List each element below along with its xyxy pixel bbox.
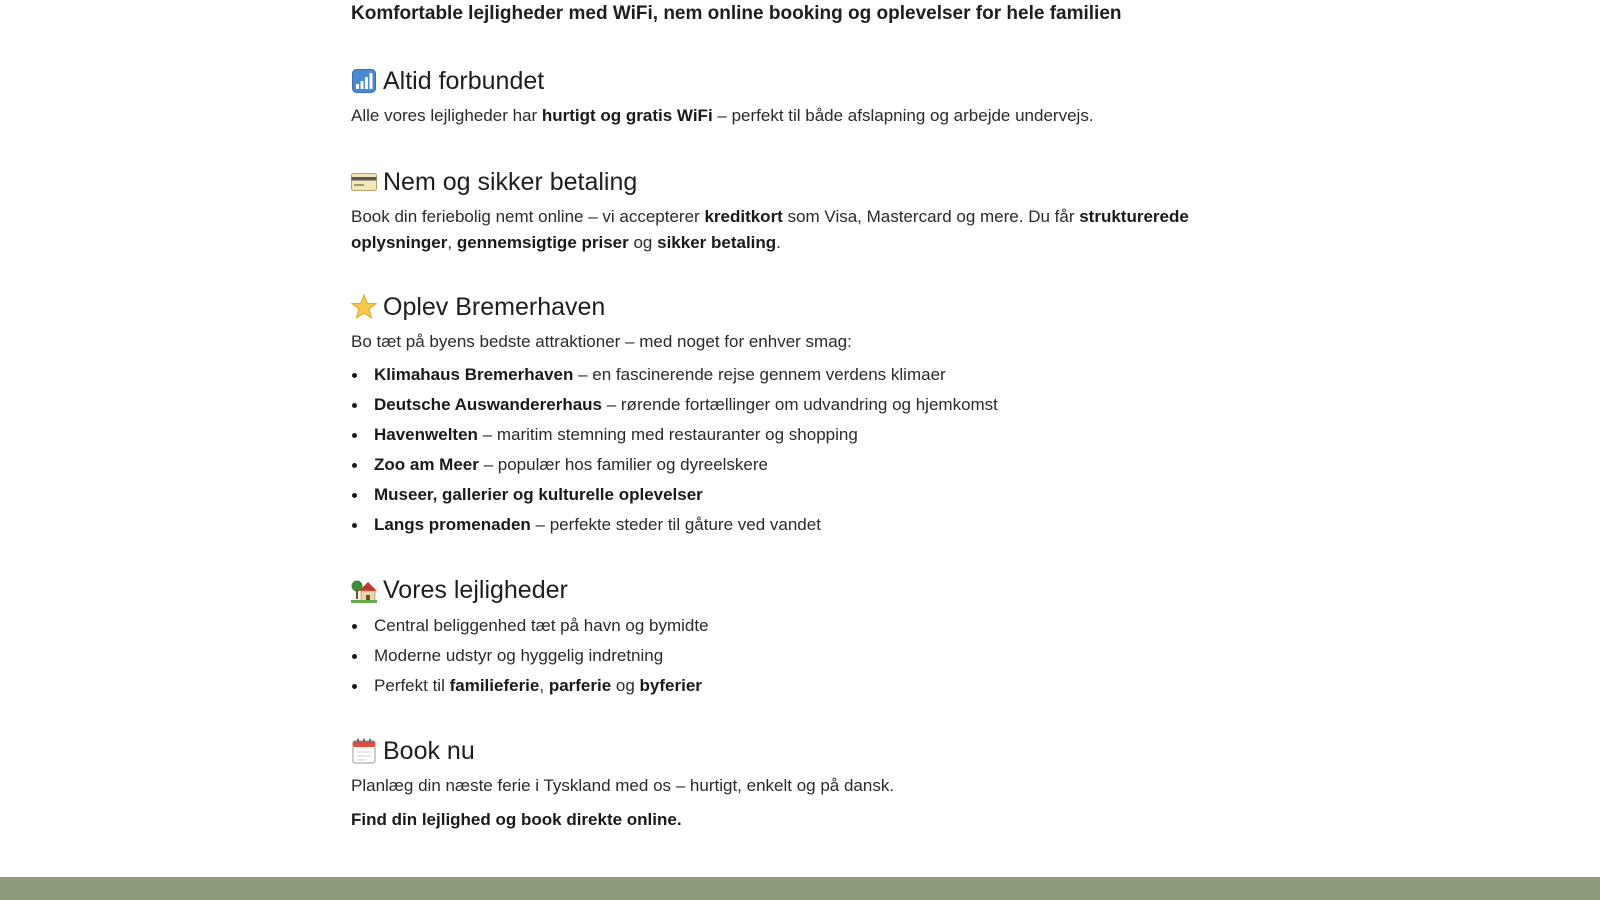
main-content	[351, 0, 1231, 833]
section-wifi	[351, 65, 1231, 129]
attractions-list	[351, 360, 1231, 540]
list-item: Perfekt til familieferie, parferie og byferier	[351, 671, 1231, 701]
section-book	[351, 735, 1231, 833]
section-heading-book	[351, 735, 1231, 767]
list-item: Langs promenaden – perfekte steder til gåture ved vandet	[351, 510, 1231, 540]
list-item: Deutsche Auswandererhaus – rørende fortællinger om udvandring og hjemkomst	[351, 390, 1231, 420]
house-with-garden-icon	[351, 577, 377, 603]
section-payment	[351, 166, 1231, 256]
calendar-icon	[351, 738, 377, 764]
section-title: Nem og sikker betaling	[383, 168, 638, 196]
list-item: Klimahaus Bremerhaven – en fascinerende rejse gennem verdens klimaer	[351, 360, 1231, 390]
section-title: Altid forbundet	[383, 67, 545, 95]
section-heading-apartments	[351, 574, 1231, 606]
list-item: Moderne udstyr og hyggelig indretning	[351, 641, 1231, 671]
section-title: Book nu	[383, 737, 475, 765]
section-heading-bremerhaven	[351, 291, 1231, 323]
credit-card-icon	[351, 169, 377, 195]
tagline: Komfortable lejligheder med WiFi, nem online booking og oplevelser for hele familien	[351, 3, 1122, 24]
list-item: Zoo am Meer – populær hos familier og dyreelskere	[351, 450, 1231, 480]
section-heading-wifi	[351, 65, 1231, 97]
section-intro: Bo tæt på byens bedste attraktioner – med noget for enhver smag:	[351, 332, 852, 351]
signal-bars-icon	[351, 68, 377, 94]
section-text: Alle vores lejligheder har hurtigt og gratis WiFi – perfekt til både afslapning og arbejde undervejs.	[351, 106, 1094, 125]
section-bremerhaven	[351, 291, 1231, 540]
section-heading-payment	[351, 166, 1231, 198]
section-title: Oplev Bremerhaven	[383, 293, 606, 321]
apartment-features-list	[351, 611, 1231, 701]
book-cta-text: Find din lejlighed og book direkte online.	[351, 810, 682, 829]
footer-band	[0, 877, 1600, 900]
star-icon	[351, 294, 377, 320]
section-title: Vores lejligheder	[383, 576, 568, 604]
list-item: Central beliggenhed tæt på havn og bymidte	[351, 611, 1231, 641]
section-apartments	[351, 574, 1231, 701]
section-text: Book din feriebolig nemt online – vi accepterer kreditkort som Visa, Mastercard og mere. Du får strukturerede oplysninger, gennemsigtige priser og sikker betaling.	[351, 207, 1189, 252]
section-text: Planlæg din næste ferie i Tyskland med os – hurtigt, enkelt og på dansk.	[351, 776, 895, 795]
list-item: Museer, gallerier og kulturelle oplevelser	[351, 480, 1231, 510]
list-item: Havenwelten – maritim stemning med restauranter og shopping	[351, 420, 1231, 450]
